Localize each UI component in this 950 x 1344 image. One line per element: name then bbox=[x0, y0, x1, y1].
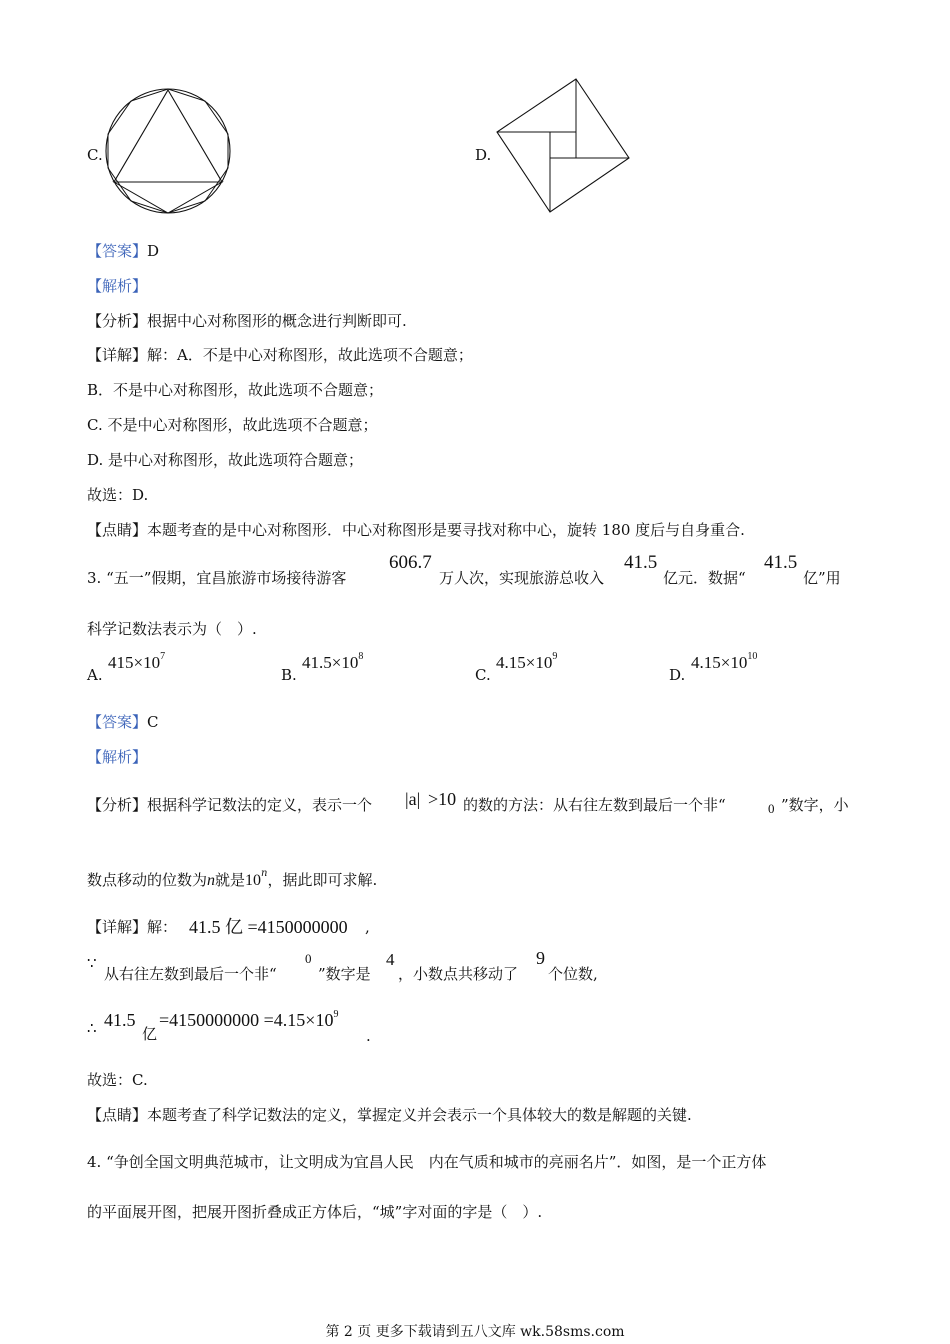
outer-circle bbox=[106, 89, 230, 213]
q3-fenxi-abs: |a| bbox=[405, 789, 421, 809]
q3-because-p4: 个位数, bbox=[548, 965, 598, 983]
q2-choose: 故选：D. bbox=[87, 486, 149, 504]
q3-stem-line2: 科学记数法表示为（ ）. bbox=[87, 620, 257, 638]
q3-answer-line bbox=[87, 712, 159, 732]
q2-xiangjie-line: 【详解】解：A．不是中心对称图形，故此选项不合题意； bbox=[87, 346, 473, 364]
q4-stem-line2: 的平面展开图，把展开图折叠成正方体后，“城”字对面的字是（ ）. bbox=[87, 1203, 543, 1221]
outer-square bbox=[497, 79, 629, 212]
q3-option-b-label: B. bbox=[281, 666, 297, 684]
q3-xiangjie-comma: , bbox=[365, 918, 370, 936]
q3-fenxi-p2: 的数的方法：从右往左数到最后一个非“ bbox=[463, 796, 726, 814]
q3-stem-n2: 41.5 bbox=[624, 552, 658, 573]
q3-because-zero: 0 bbox=[305, 951, 312, 966]
q3-because-four: 4 bbox=[386, 950, 395, 969]
answer-tag: 【答案】 bbox=[87, 242, 148, 260]
answer-value: D bbox=[147, 242, 160, 260]
q2-dianjing-line: 【点睛】本题考查的是中心对称图形．中心对称图形是要寻找对称中心，旋转 180 度后与自身重合. bbox=[87, 521, 745, 539]
inscribed-polygon bbox=[108, 89, 228, 213]
q3-therefore-expr: $=4150000000 =4.15\times 10^9$ bbox=[159, 1009, 339, 1030]
option-d-figure bbox=[494, 76, 634, 216]
q3-option-d-value: $4.15\times 10^{10}$ bbox=[691, 651, 758, 672]
q3-stem-p4: 亿”用 bbox=[803, 569, 841, 587]
q3-therefore-dot: . bbox=[366, 1027, 371, 1045]
q3-option-d-label: D. bbox=[669, 666, 686, 684]
q3-xiangjie-line: 【详解】解： bbox=[87, 918, 178, 936]
q3-option-c-label: C. bbox=[475, 666, 491, 684]
therefore-symbol: ∴ bbox=[87, 1019, 97, 1037]
q3-option-b-value: $41.5\times 10^8$ bbox=[302, 651, 364, 672]
option-c-label: C. bbox=[87, 146, 103, 164]
q2-jiexi-tag: 【解析】 bbox=[87, 277, 148, 295]
q3-fenxi-line2: 数点移动的位数为n就是10$^n$，据此即可求解. bbox=[87, 868, 378, 889]
q3-fenxi-gt: >10 bbox=[428, 789, 457, 809]
q3-option-c-value: $4.15\times 10^9$ bbox=[496, 651, 558, 672]
q3-because-p1: 从右往左数到最后一个非“ bbox=[104, 965, 277, 983]
lower-triangle-lines bbox=[114, 182, 222, 213]
q2-line-c: C. 不是中心对称图形，故此选项不合题意； bbox=[87, 416, 378, 434]
q3-stem-p1: 3. “五一”假期，宜昌旅游市场接待游客 bbox=[87, 569, 347, 587]
q3-stem-p2: 万人次，实现旅游总收入 bbox=[439, 569, 605, 587]
q3-fenxi-zero: 0 bbox=[768, 801, 775, 816]
q3-option-a-label: A. bbox=[87, 666, 103, 684]
q4-stem-line1: 4. “争创全国文明典范城市，让文明成为宜昌人民 内在气质和城市的亮丽名片”．如图，是一个正方体 bbox=[87, 1153, 767, 1171]
q2-line-b: B．不是中心对称图形，故此选项不合题意； bbox=[87, 381, 384, 399]
q2-answer-line bbox=[87, 241, 159, 261]
q3-because-p3: ，小数点共移动了 bbox=[398, 965, 519, 983]
q3-stem-p3: 亿元．数据“ bbox=[663, 569, 746, 587]
answer-tag: 【答案】 bbox=[87, 713, 148, 731]
q3-option-a-value: $415\times 10^7$ bbox=[108, 651, 166, 672]
q3-stem-n3: 41.5 bbox=[764, 552, 798, 573]
q3-stem-n1: 606.7 bbox=[389, 552, 432, 573]
inscribed-triangle bbox=[114, 90, 222, 182]
q3-therefore-n: 41.5 bbox=[104, 1010, 136, 1030]
q3-because-nine: 9 bbox=[536, 948, 545, 968]
q2-fenxi-line: 【分析】根据中心对称图形的概念进行判断即可. bbox=[87, 312, 407, 330]
q3-fenxi-p3: ”数字，小 bbox=[781, 796, 849, 814]
q3-jiexi-tag: 【解析】 bbox=[87, 748, 148, 766]
q2-line-d: D. 是中心对称图形，故此选项符合题意； bbox=[87, 451, 364, 469]
page-footer: 第 2 页 更多下载请到五八文库 wk.58sms.com bbox=[325, 1324, 625, 1340]
q3-therefore-yi: 亿 bbox=[142, 1025, 158, 1043]
option-d-label: D. bbox=[475, 146, 492, 164]
q3-xiangjie-expr: 41.5 亿 =4150000000 bbox=[189, 917, 348, 937]
q3-because-p2: ”数字是 bbox=[318, 965, 371, 983]
option-c-figure bbox=[104, 86, 234, 216]
q3-choose: 故选：C. bbox=[87, 1071, 148, 1089]
q3-dianjing-line: 【点睛】本题考查了科学记数法的定义，掌握定义并会表示一个具体较大的数是解题的关键. bbox=[87, 1106, 692, 1124]
q3-fenxi-p1: 【分析】根据科学记数法的定义，表示一个 bbox=[87, 796, 373, 814]
answer-value: C bbox=[147, 713, 159, 731]
because-symbol: ∵ bbox=[87, 954, 97, 972]
